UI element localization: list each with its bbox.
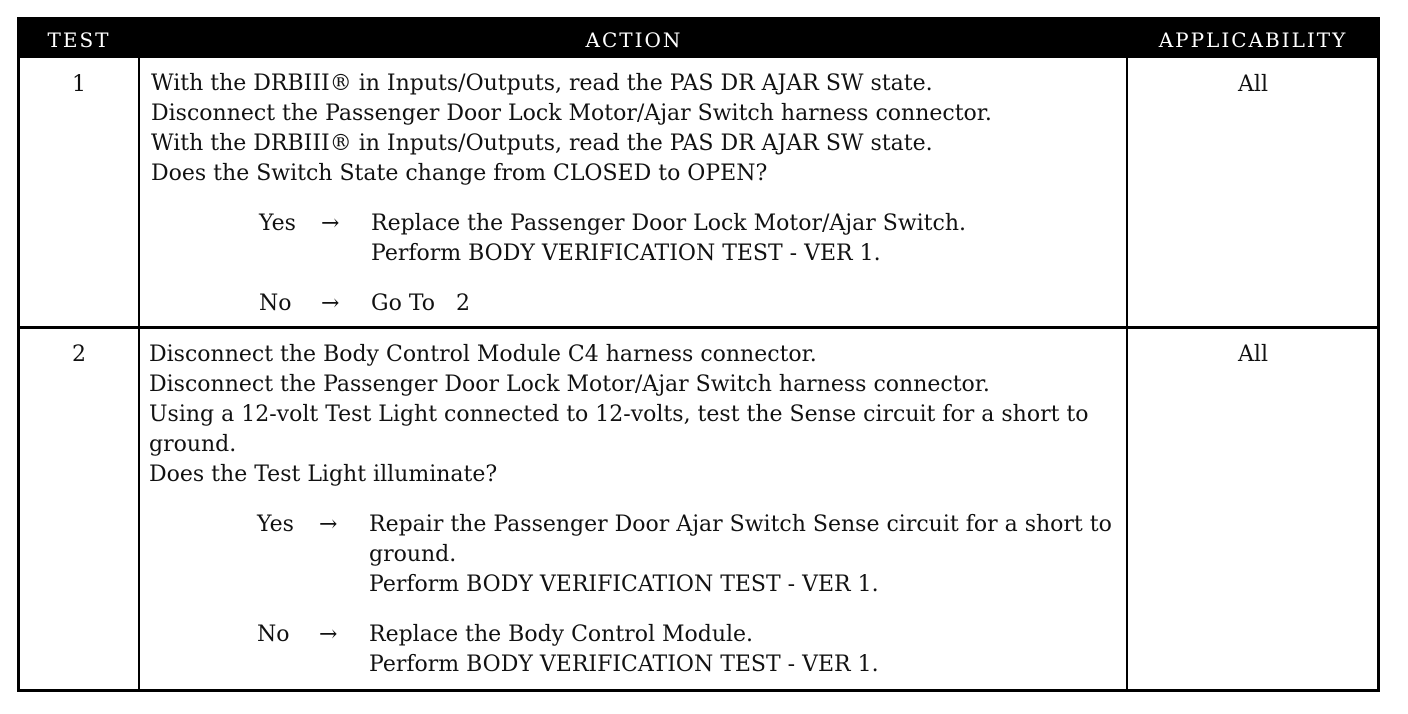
action-line: ground. (149, 432, 237, 457)
arrow-icon: → (319, 622, 338, 647)
applicability-value: All (1238, 72, 1268, 97)
no-action-line: Replace the Body Control Module. (369, 622, 754, 647)
header-test: TEST (47, 28, 111, 52)
action-line: Disconnect the Passenger Door Lock Motor/Ajar Switch harness connector. (149, 372, 990, 397)
action-line: With the DRBIII® in Inputs/Outputs, read the PAS DR AJAR SW state. (151, 131, 933, 156)
action-line: Disconnect the Passenger Door Lock Motor/Ajar Switch harness connector. (151, 101, 992, 126)
column-divider (138, 58, 140, 689)
no-label: No (257, 622, 290, 647)
action-line: Disconnect the Body Control Module C4 harness connector. (149, 342, 817, 367)
table-header (20, 20, 1377, 58)
arrow-icon: → (319, 512, 338, 537)
no-label: No (259, 291, 292, 316)
column-divider (1126, 58, 1128, 689)
action-line: Does the Test Light illuminate? (149, 462, 498, 487)
yes-action-line: Perform BODY VERIFICATION TEST - VER 1. (371, 241, 881, 266)
arrow-icon: → (321, 211, 340, 236)
applicability-value: All (1238, 342, 1268, 367)
arrow-icon: → (321, 291, 340, 316)
yes-action-line: ground. (369, 542, 457, 567)
header-applicability: APPLICABILITY (1158, 28, 1348, 52)
header-action: ACTION (585, 28, 683, 52)
no-action-line: Go To 2 (371, 291, 470, 316)
test-number: 1 (72, 72, 86, 97)
yes-label: Yes (257, 512, 294, 537)
no-action-line: Perform BODY VERIFICATION TEST - VER 1. (369, 652, 879, 677)
action-line: With the DRBIII® in Inputs/Outputs, read the PAS DR AJAR SW state. (151, 71, 933, 96)
test-number: 2 (72, 342, 86, 367)
yes-action-line: Repair the Passenger Door Ajar Switch Sense circuit for a short to (369, 512, 1112, 537)
yes-action-line: Replace the Passenger Door Lock Motor/Ajar Switch. (371, 211, 967, 236)
yes-label: Yes (259, 211, 296, 236)
action-line: Does the Switch State change from CLOSED to OPEN? (151, 161, 768, 186)
yes-action-line: Perform BODY VERIFICATION TEST - VER 1. (369, 572, 879, 597)
row-divider (20, 326, 1377, 329)
action-line: Using a 12-volt Test Light connected to 12-volts, test the Sense circuit for a short to (149, 402, 1089, 427)
diagnostic-test-table (17, 17, 1380, 692)
